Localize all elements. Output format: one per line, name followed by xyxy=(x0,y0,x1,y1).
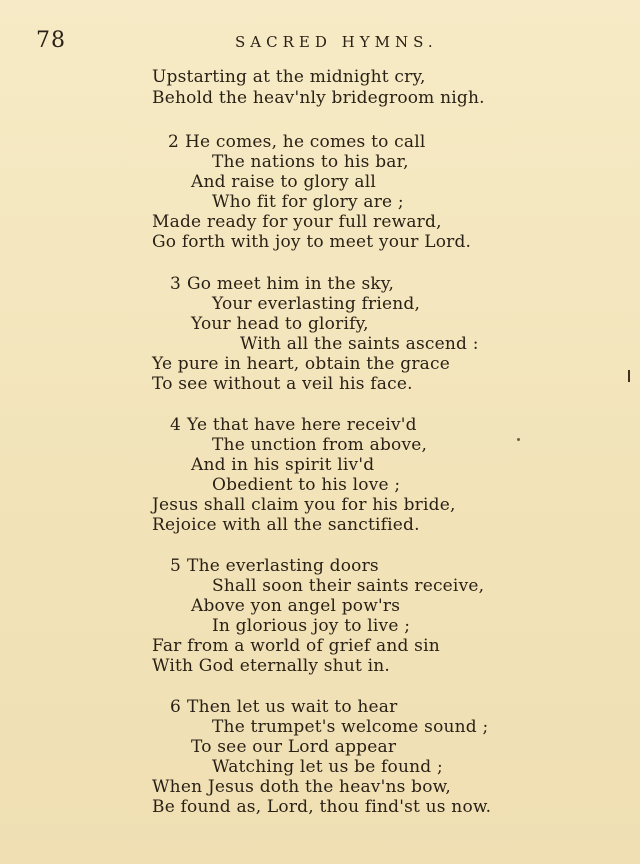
verse-line: In glorious joy to live ; xyxy=(212,616,411,636)
verse-line: When Jesus doth the heav'ns bow, xyxy=(152,777,452,797)
verse-line: Your everlasting friend, xyxy=(212,294,421,314)
verse-line: Rejoice with all the sanctified. xyxy=(152,515,420,535)
verse-line: Far from a world of grief and sin xyxy=(152,636,440,656)
verse-line: Go forth with joy to meet your Lord. xyxy=(152,232,472,252)
verse-line: The unction from above, xyxy=(212,435,428,455)
verse-line: Upstarting at the midnight cry, xyxy=(152,67,426,87)
verse-line: And in his spirit liv'd xyxy=(191,455,375,475)
verse-line: Above yon angel pow'rs xyxy=(191,596,401,616)
verse-line: Watching let us be found ; xyxy=(212,757,443,777)
verse-line: Who fit for glory are ; xyxy=(212,192,404,212)
verse-line: Made ready for your full reward, xyxy=(152,212,442,232)
verse-line: 6 Then let us wait to hear xyxy=(170,697,398,717)
verse-line: Shall soon their saints receive, xyxy=(212,576,485,596)
verse-line: To see without a veil his face. xyxy=(152,374,413,394)
verse-line: The trumpet's welcome sound ; xyxy=(212,717,489,737)
stanza-number: 5 xyxy=(170,556,182,576)
verse-line: With all the saints ascend : xyxy=(240,334,479,354)
verse-line: Jesus shall claim you for his bride, xyxy=(152,495,456,515)
verse-line: 5 The everlasting doors xyxy=(170,556,379,576)
page-number: 78 xyxy=(36,28,66,53)
page-speck xyxy=(517,438,520,441)
running-head: SACRED HYMNS. xyxy=(235,33,438,51)
verse-line: 2 He comes, he comes to call xyxy=(168,132,426,152)
margin-mark xyxy=(628,370,630,382)
stanza-number: 2 xyxy=(168,132,180,152)
stanza-number: 3 xyxy=(170,274,182,294)
verse-line: Be found as, Lord, thou find'st us now. xyxy=(152,797,492,817)
verse-line: Ye pure in heart, obtain the grace xyxy=(152,354,450,374)
verse-line: And raise to glory all xyxy=(191,172,376,192)
verse-line: 4 Ye that have here receiv'd xyxy=(170,415,417,435)
verse-line: Obedient to his love ; xyxy=(212,475,401,495)
verse-line: 3 Go meet him in the sky, xyxy=(170,274,395,294)
verse-line: Your head to glorify, xyxy=(191,314,369,334)
verse-line: The nations to his bar, xyxy=(212,152,409,172)
verse-line: To see our Lord appear xyxy=(191,737,397,757)
stanza-number: 4 xyxy=(170,415,182,435)
verse-line: Behold the heav'nly bridegroom nigh. xyxy=(152,88,485,108)
verse-line: With God eternally shut in. xyxy=(152,656,390,676)
stanza-number: 6 xyxy=(170,697,182,717)
